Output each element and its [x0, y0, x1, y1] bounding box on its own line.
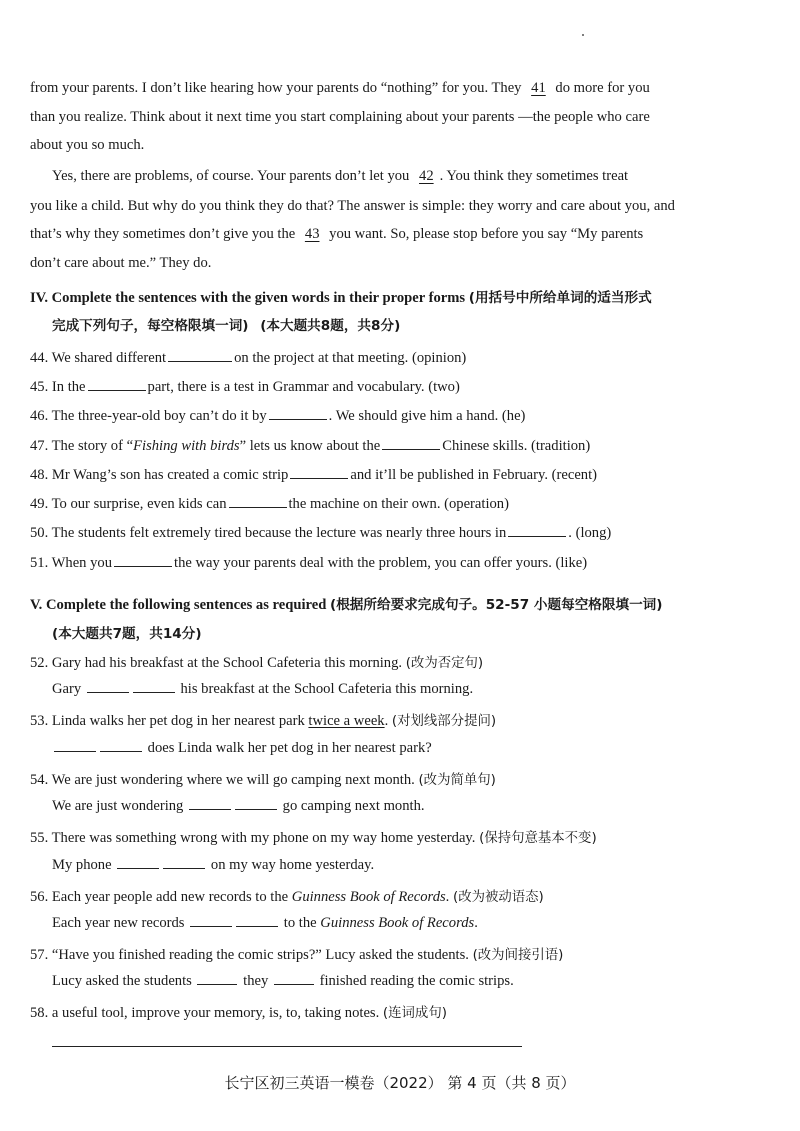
- q-text: 46. The three-year-old boy can’t do it by: [30, 408, 267, 424]
- passage-line-2: than you realize. Think about it next time you start complaining about your parents —the people who care: [30, 109, 650, 125]
- text: Yes, there are problems, of course. Your parents don’t let you: [52, 168, 410, 184]
- q-text: Chinese skills. (tradition): [442, 438, 591, 454]
- answer-blank-42[interactable]: 42: [419, 168, 434, 184]
- q-note: (连词成句): [382, 1006, 447, 1021]
- passage-line-4: [52, 168, 628, 185]
- a-text: his breakfast at the School Cafeteria this morning.: [180, 681, 474, 697]
- question-45: [30, 379, 460, 396]
- text: that’s why they sometimes don’t give you the: [30, 226, 296, 242]
- fill-blank[interactable]: [235, 808, 277, 810]
- question-50: [30, 525, 611, 542]
- question-48: [30, 467, 597, 484]
- a-text: Each year new records: [52, 915, 185, 931]
- fill-blank[interactable]: [87, 691, 129, 693]
- answer-blank-43[interactable]: 43: [304, 226, 320, 242]
- question-56: [30, 886, 544, 906]
- q-text: part, there is a test in Grammar and vocabulary. (two): [147, 379, 460, 395]
- q-text: 56. Each year people add new records to the: [30, 889, 289, 905]
- section-title-cn: (用括号中所给单词的适当形式: [468, 290, 652, 306]
- section-title-en: V. Complete the following sentences as required: [30, 597, 327, 613]
- q-text: 47. The story of “: [30, 438, 134, 454]
- q-note: (对划线部分提问): [391, 714, 497, 729]
- fill-blank[interactable]: [168, 360, 232, 362]
- a-text: Gary: [52, 681, 82, 697]
- section-iv-subtitle: [52, 314, 400, 335]
- q-note: (改为被动语态): [452, 890, 544, 905]
- q-text: the machine on their own. (operation): [288, 496, 509, 512]
- a-text: .: [474, 915, 478, 931]
- q-note: (改为否定句): [405, 656, 484, 671]
- question-44: [30, 350, 466, 367]
- question-53: [30, 710, 496, 730]
- fill-blank[interactable]: [508, 535, 566, 537]
- q-text: .: [384, 713, 389, 729]
- answer-54: [52, 798, 425, 815]
- q-text: . (long): [568, 525, 612, 541]
- fill-blank[interactable]: [269, 418, 327, 420]
- fill-blank[interactable]: [133, 691, 175, 693]
- answer-52: [52, 681, 473, 698]
- answer-53: [52, 740, 432, 757]
- answer-blank-41[interactable]: 41: [531, 80, 546, 96]
- page-footer: 长宁区初三英语一模卷（2022） 第 4 页（共 8 页）: [224, 1074, 576, 1092]
- question-49: [30, 496, 509, 513]
- fill-blank[interactable]: [189, 808, 231, 810]
- fill-blank[interactable]: [54, 750, 96, 752]
- question-54: [30, 769, 496, 789]
- fill-blank[interactable]: [197, 983, 237, 985]
- question-57: [30, 944, 563, 964]
- section-v-subtitle: [52, 622, 202, 643]
- question-47: [30, 438, 590, 455]
- fill-blank[interactable]: [163, 867, 205, 869]
- passage-line-1: [30, 80, 650, 97]
- q-text: 57. “Have you finished reading the comic strips?” Lucy asked the students.: [30, 947, 469, 963]
- fill-blank[interactable]: [290, 477, 348, 479]
- q-text: 54. We are just wondering where we will go camping next month.: [30, 772, 415, 788]
- q-text: the way your parents deal with the problem, you can offer yours. (like): [174, 555, 588, 571]
- q-text: 44. We shared different: [30, 350, 167, 366]
- section-instruction: 完成下列句子，每空格限填一词): [52, 318, 249, 334]
- q-title: Fishing with birds: [133, 438, 240, 454]
- passage-line-5: you like a child. But why do you think they do that? The answer is simple: they worry and care about you, and: [30, 198, 675, 214]
- q-text: 53. Linda walks her pet dog in her nearest park: [30, 713, 305, 729]
- a-title: Guinness Book of Records: [320, 915, 475, 931]
- text: . You think they sometimes treat: [439, 168, 629, 184]
- text: do more for you: [555, 80, 650, 96]
- question-51: [30, 555, 587, 572]
- fill-blank[interactable]: [100, 750, 142, 752]
- answer-57: [52, 973, 514, 990]
- a-text: go camping next month.: [282, 798, 425, 814]
- fill-blank[interactable]: [88, 389, 146, 391]
- q-text: and it’ll be published in February. (recent): [350, 467, 598, 483]
- question-52: [30, 652, 483, 672]
- a-text: My phone: [52, 857, 112, 873]
- q-text: . We should give him a hand. (he): [328, 408, 526, 424]
- answer-55: [52, 857, 374, 874]
- fill-blank[interactable]: [117, 867, 159, 869]
- section-iv-title: [30, 286, 652, 307]
- fill-blank[interactable]: [274, 983, 314, 985]
- q-text: 48. Mr Wang’s son has created a comic strip: [30, 467, 289, 483]
- section-score: (本大题共7题，共14分): [52, 626, 202, 642]
- a-text: We are just wondering: [52, 798, 184, 814]
- q-text: 49. To our surprise, even kids can: [30, 496, 227, 512]
- underlined-part: twice a week: [308, 713, 385, 729]
- question-46: [30, 408, 525, 425]
- q-text: 45. In the: [30, 379, 86, 395]
- a-text: Lucy asked the students: [52, 973, 192, 989]
- fill-blank[interactable]: [190, 925, 232, 927]
- q-text: 58. a useful tool, improve your memory, is, to, taking notes.: [30, 1005, 380, 1021]
- q-text: 55. There was something wrong with my phone on my way home yesterday.: [30, 830, 476, 846]
- fill-blank[interactable]: [236, 925, 278, 927]
- passage-line-3: about you so much.: [30, 137, 145, 153]
- q-title: Guinness Book of Records: [291, 889, 446, 905]
- answer-56: [52, 915, 478, 932]
- section-title-cn: (根据所给要求完成句子。52-57 小题每空格限填一词): [329, 597, 663, 613]
- a-text: finished reading the comic strips.: [319, 973, 514, 989]
- q-note: (保持句意基本不变): [479, 831, 597, 846]
- a-text: to the: [283, 915, 317, 931]
- text: you want. So, please stop before you say “My parents: [329, 226, 644, 242]
- q-text: 51. When you: [30, 555, 113, 571]
- q-text: .: [445, 889, 450, 905]
- q-note: (改为简单句): [418, 773, 496, 788]
- a-text: they: [243, 973, 269, 989]
- text: from your parents. I don’t like hearing how your parents do “nothing” for you. They: [30, 80, 522, 96]
- section-score: (本大题共8题，共8分): [260, 318, 401, 334]
- question-55: [30, 827, 597, 847]
- question-58: [30, 1002, 447, 1022]
- fill-blank[interactable]: [382, 448, 440, 450]
- q-text: 52. Gary had his breakfast at the School Cafeteria this morning.: [30, 655, 403, 671]
- q-text: on the project at that meeting. (opinion): [234, 350, 467, 366]
- fill-blank[interactable]: [229, 506, 287, 508]
- a-text: does Linda walk her pet dog in her nearest park?: [147, 740, 432, 756]
- a-text: on my way home yesterday.: [210, 857, 375, 873]
- q-text: 50. The students felt extremely tired because the lecture was nearly three hours in: [30, 525, 507, 541]
- q-text: ” lets us know about the: [239, 438, 381, 454]
- section-v-title: [30, 593, 663, 614]
- passage-line-7: don’t care about me.” They do.: [30, 255, 212, 271]
- scan-speck: [582, 34, 584, 36]
- fill-blank[interactable]: [114, 565, 172, 567]
- passage-line-6: [30, 226, 643, 243]
- answer-58-line[interactable]: [52, 1046, 522, 1047]
- section-title-en: IV. Complete the sentences with the given words in their proper forms: [30, 290, 466, 306]
- q-note: (改为间接引语): [472, 948, 564, 963]
